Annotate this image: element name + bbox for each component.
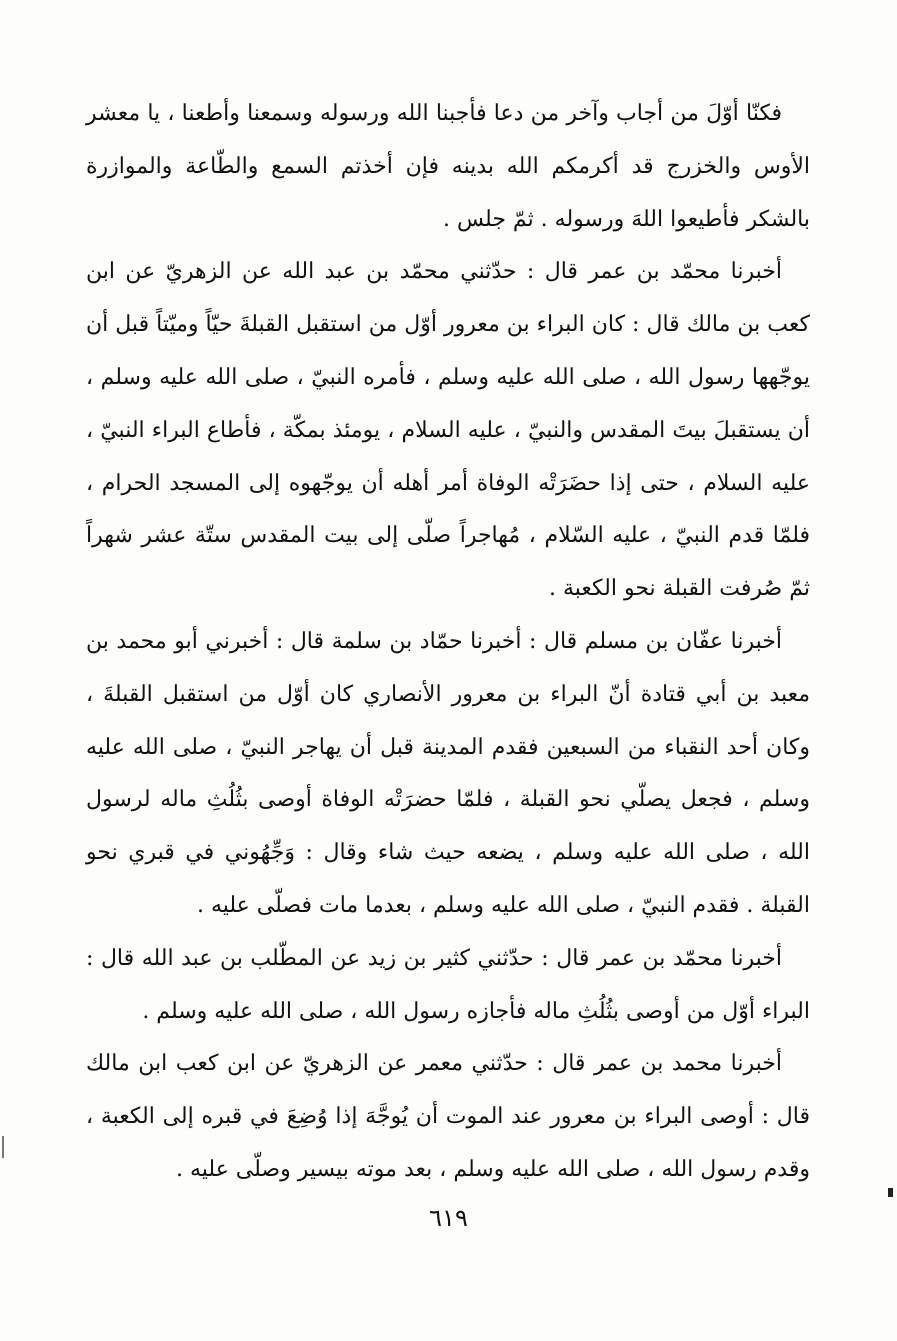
paragraph-2: أخبرنا محمّد بن عمر قال : حدّثني محمّد بن عبد الله عن الزهريّ عن ابن كعب بن مالك قال : كان البراء بن معرور أوّل من استقبل القبلةَ حيّاً وميّتاً قبل أن يوجّهها رسول الله ، صلى الله عليه وسلم ، فأمره النبيّ ، صلى الله عليه وسلم ، أن يستقبلَ بيتَ المقدس والنبيّ ، عليه السلام ، يومئذ بمكّة ، فأطاع البراء النبيّ ، عليه السلام ، حتى إذا حضَرَتْه الوفاة أمر أهله أن يوجّهوه إلى المسجد الحرام ، فلمّا قدم النبيّ ، عليه السّلام ، مُهاجراً صلّى إلى بيت المقدس ستّة عشر شهراً ثمّ صُرفت القبلة نحو الكعبة . [86, 259, 811, 602]
paragraph-3: أخبرنا عفّان بن مسلم قال : أخبرنا حمّاد بن سلمة قال : أخبرني أبو محمد بن معبد بن أبي قتادة أنّ البراء بن معرور الأنصاري كان أوّل من استقبل القبلةَ ، وكان أحد النقباء من السبعين فقدم المدينة قبل أن يهاجر النبيّ ، صلى الله عليه وسلم ، فجعل يصلّي نحو القبلة ، فلمّا حضرَتْه الوفاة أوصى بثُلُثِ ماله لرسول الله ، صلى الله عليه وسلم ، يضعه حيث شاء وقال : وَجِّهُوني في قبري نحو القبلة . فقدم النبيّ ، صلى الله عليه وسلم ، بعدما مات فصلّى عليه . [86, 628, 810, 918]
paragraph-4: أخبرنا محمّد بن عمر قال : حدّثني كثير بن زيد عن المطّلب بن عبد الله قال : البراء أوّل من أوصى بثُلُثِ ماله فأجازه رسول الله ، صلى الله عليه وسلم . [86, 945, 810, 1024]
paragraph-1: فكنّا أوّلَ من أجاب وآخر من دعا فأجبنا الله ورسوله وسمعنا وأطعنا ، يا معشر الأوس والخزرج قد أكرمكم الله بدينه فإن أخذتم السمع والطّاعة والموازرة بالشكر فأطيعوا اللهَ ورسوله . ثمّ جلس . [86, 101, 810, 232]
page-number: ٦١٩ [429, 1204, 468, 1232]
scan-speck [888, 1188, 893, 1197]
body-text [86, 88, 810, 1197]
scan-edge-mark [2, 1136, 4, 1158]
paragraph-5: أخبرنا محمد بن عمر قال : حدّثني معمر عن الزهريّ عن ابن كعب ابن مالك قال : أوصى البراء بن معرور عند الموت أن يُوجَّهَ إذا وُضِعَ في قبره إلى الكعبة ، وقدم رسول الله ، صلى الله عليه وسلم ، بعد موته بيسير وصلّى عليه . [86, 1051, 810, 1182]
